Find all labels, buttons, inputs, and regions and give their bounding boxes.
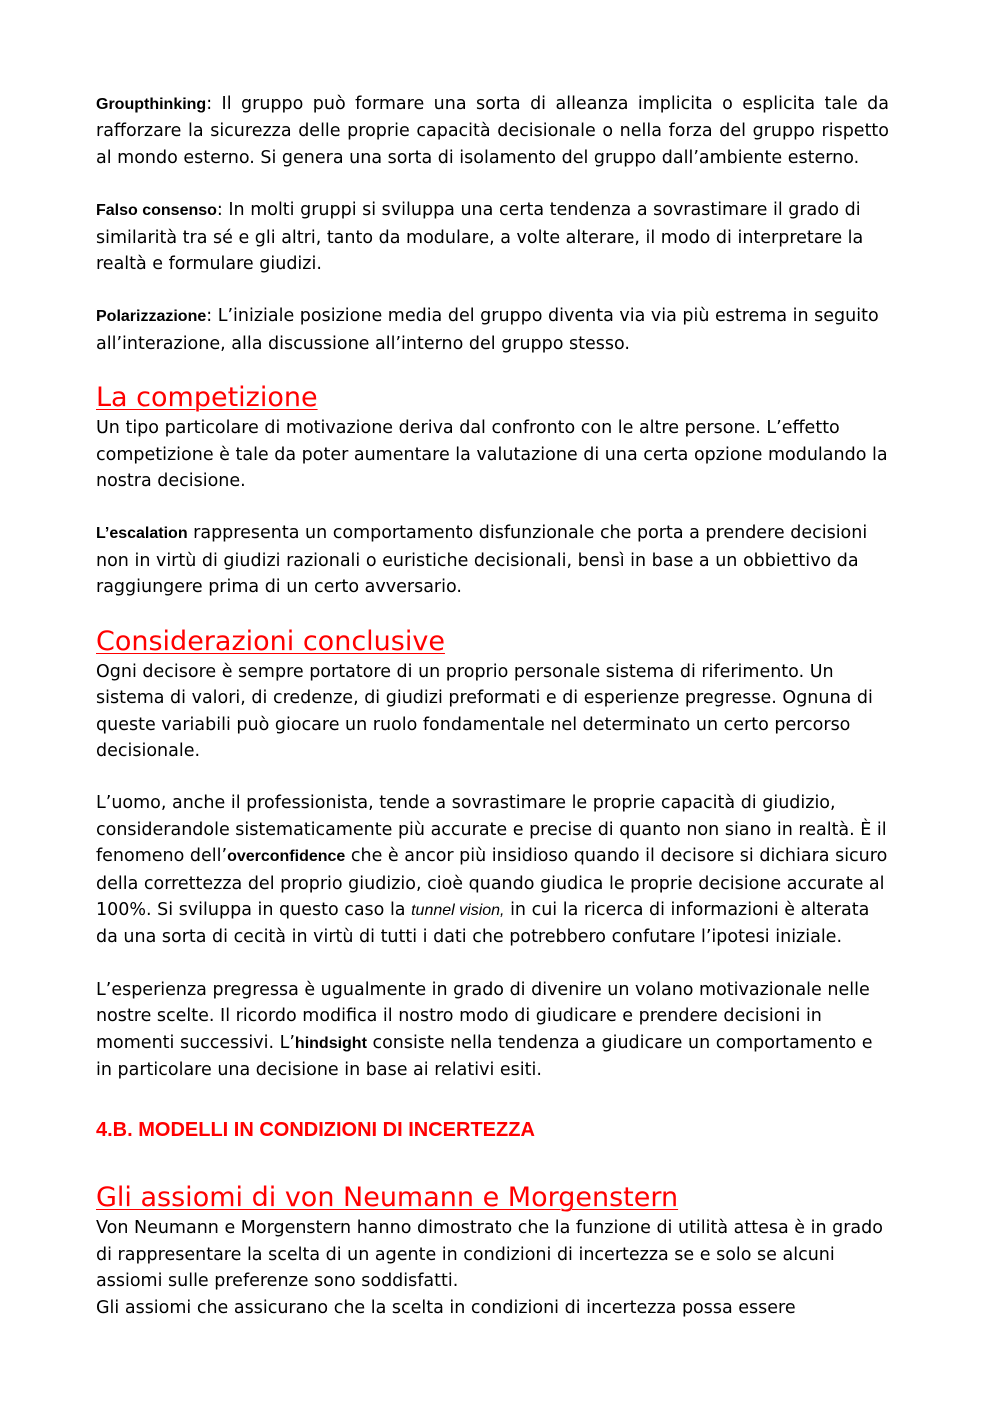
groupthinking-term: Groupthinking	[96, 96, 207, 113]
overconfidence-term: overconfidence	[227, 848, 346, 866]
polarizzazione-paragraph	[96, 303, 889, 357]
falso-consenso-paragraph	[96, 197, 889, 277]
considerazioni-paragraph-3	[96, 977, 889, 1084]
assiomi-paragraph-2: Gli assiomi che assicurano che la scelta in condizioni di incertezza possa essere	[96, 1297, 796, 1318]
overconfidence-text-b: che è ancor più insidioso quando il decisore si dichiara sicuro della correttezza del proprio giudizio, cioè quando giudica le proprie decisione accurate al 100%. Si sviluppa in questo caso la	[96, 846, 888, 920]
page-content	[96, 91, 889, 1321]
assiomi-paragraph-1: Von Neumann e Morgenstern hanno dimostrato che la funzione di utilità attesa è in grado di rappresentare la scelta di un agente in condizioni di incertezza se e solo se alcuni assiomi sulle preferenze sono soddisfatti.	[96, 1218, 883, 1292]
polarizzazione-text: : L’iniziale posizione media del gruppo diventa via via più estrema in seguito all’interazione, alla discussione all’interno del gruppo stesso.	[96, 306, 879, 354]
hindsight-text-b: consiste nella tendenza a giudicare un comportamento e in particolare una decisione in base ai relativi esiti.	[96, 1032, 873, 1080]
hindsight-term: hindsight	[294, 1034, 367, 1052]
considerazioni-heading: Considerazioni conclusive	[96, 625, 445, 657]
falso-consenso-term: Falso consenso	[96, 202, 217, 220]
tunnel-vision-term: tunnel vision,	[411, 901, 505, 919]
competizione-heading: La competizione	[96, 382, 318, 414]
polarizzazione-term: Polarizzazione	[96, 308, 207, 326]
considerazioni-paragraph-2	[96, 790, 889, 950]
overconfidence-text-c: in cui la ricerca di informazioni è alterata da una sorta di cecità in virtù di tutti i dati che potrebbero confutare l’ipotesi iniziale.	[96, 899, 870, 948]
escalation-text: rappresenta un comportamento disfunzionale che porta a prendere decisioni non in virtù di giudizi razionali o euristiche decisionali, bensì in base a un obbiettivo da raggiungere prima di un certo avversario.	[96, 523, 868, 598]
competizione-paragraph: Un tipo particolare di motivazione deriva dal confronto con le altre persone. L’effetto competizione è tale da poter aumentare la valutazione di una certa opzione modulando la nostra decisione.	[96, 418, 888, 492]
escalation-term: L’escalation	[96, 525, 188, 543]
hindsight-text-a: L’esperienza pregressa è ugualmente in grado di divenire un volano motivazionale nelle nostre scelte. Il ricordo modifica il nostro modo di giudicare e prendere decisioni in momenti successivi. L’	[96, 979, 870, 1053]
assiomi-heading: Gli assiomi di von Neumann e Morgenstern	[96, 1182, 679, 1214]
groupthinking-paragraph	[96, 91, 889, 171]
groupthinking-text: : Il gruppo può formare una sorta di alleanza implicita o esplicita tale da rafforzare la sicurezza delle proprie capacità decisionale o nella forza del gruppo rispetto al mondo esterno. Si genera una sorta di isolamento del gruppo dall’ambiente esterno.	[96, 94, 889, 168]
considerazioni-paragraph-1: Ogni decisore è sempre portatore di un proprio personale sistema di riferimento. Un sistema di valori, di credenze, di giudizi preformati e di esperienze pregresse. Ognuna di queste variabili può giocare un ruolo fondamentale nel determinato un certo percorso decisionale.	[96, 661, 873, 761]
overconfidence-text-a: L’uomo, anche il professionista, tende a sovrastimare le proprie capacità di giudizio, considerandole sistematicamente più accurate e precise di quanto non siano in realtà. È il fenomeno dell’	[96, 793, 887, 867]
chapter-heading: 4.B. MODELLI IN CONDIZIONI DI INCERTEZZA	[96, 1119, 535, 1142]
escalation-paragraph	[96, 520, 889, 600]
falso-consenso-text: : In molti gruppi si sviluppa una certa tendenza a sovrastimare il grado di similarità tra sé e gli altri, tanto da modulare, a volte alterare, il modo di interpretare la realtà e formulare giudizi.	[96, 200, 864, 275]
